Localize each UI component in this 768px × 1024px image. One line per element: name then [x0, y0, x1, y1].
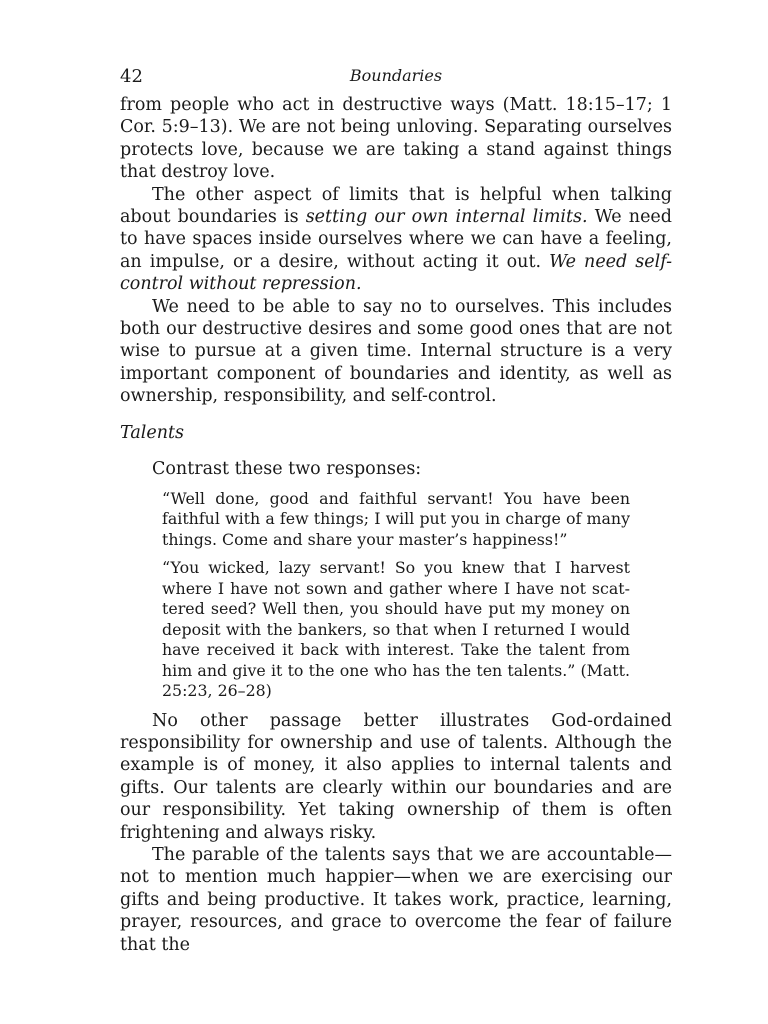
- paragraph: Contrast these two responses:: [152, 459, 422, 480]
- emphasis-text: setting our own internal limits.: [305, 207, 588, 228]
- book-page: [120, 64, 672, 956]
- paragraph-text: The other aspect of limits that is helpful when talking about boundaries is: [120, 184, 672, 228]
- body-text: [120, 94, 672, 956]
- quote-paragraph: “Well done, good and faithful servant! You have been faithful with a few things; I will put you in charge of many things. Come and share your master’s happiness!”: [162, 488, 630, 549]
- running-head: [120, 64, 672, 94]
- paragraph-text: We need to have spaces inside ourselves where we can have a feeling, an impulse, or a desire, without acting it out.: [120, 207, 672, 272]
- quote-paragraph: “You wicked, lazy servant! So you knew that I harvest where I have not sown and gather where I have not scattered seed? Well then, you should have put my money on deposit with the bankers, so that when I returned I would have received it back with interest. Take the talent from him and give it to the one who has the ten talents.” (Matt. 25:23, 26–28): [162, 558, 630, 700]
- paragraph: from people who act in destructive ways (Matt. 18:15–17; 1 Cor. 5:9–13). We are not being unloving. Separating ourselves protects love, because we are taking a stand against things that destroy love.: [120, 95, 672, 183]
- section-heading: Talents: [120, 422, 184, 443]
- running-title: Boundaries: [349, 66, 443, 85]
- emphasis-text: We need self-control without repression.: [120, 251, 672, 295]
- paragraph: The parable of the talents says that we are accountable—not to mention much happier—when we are exercising our gifts and being productive. It takes work, practice, learning, prayer, resources, and grace to overcome the fear of failure that the: [120, 844, 672, 955]
- paragraph: We need to be able to say no to ourselves. This includes both our destructive desires and some good ones that are not wise to pursue at a given time. Internal structure is a very important component of boundaries and identity, as well as ownership, responsibility, and self-control.: [120, 296, 672, 407]
- page-number: 42: [120, 66, 143, 87]
- block-quote: [162, 489, 630, 702]
- paragraph: No other passage better illustrates God-ordained responsibility for ownership and use of talents. Although the example is of money, it also applies to internal talents and gifts. Our talents are clearly within our boundaries and are our responsibility. Yet taking ownership of them is often frightening and always risky.: [120, 710, 672, 843]
- paragraph: [120, 184, 672, 296]
